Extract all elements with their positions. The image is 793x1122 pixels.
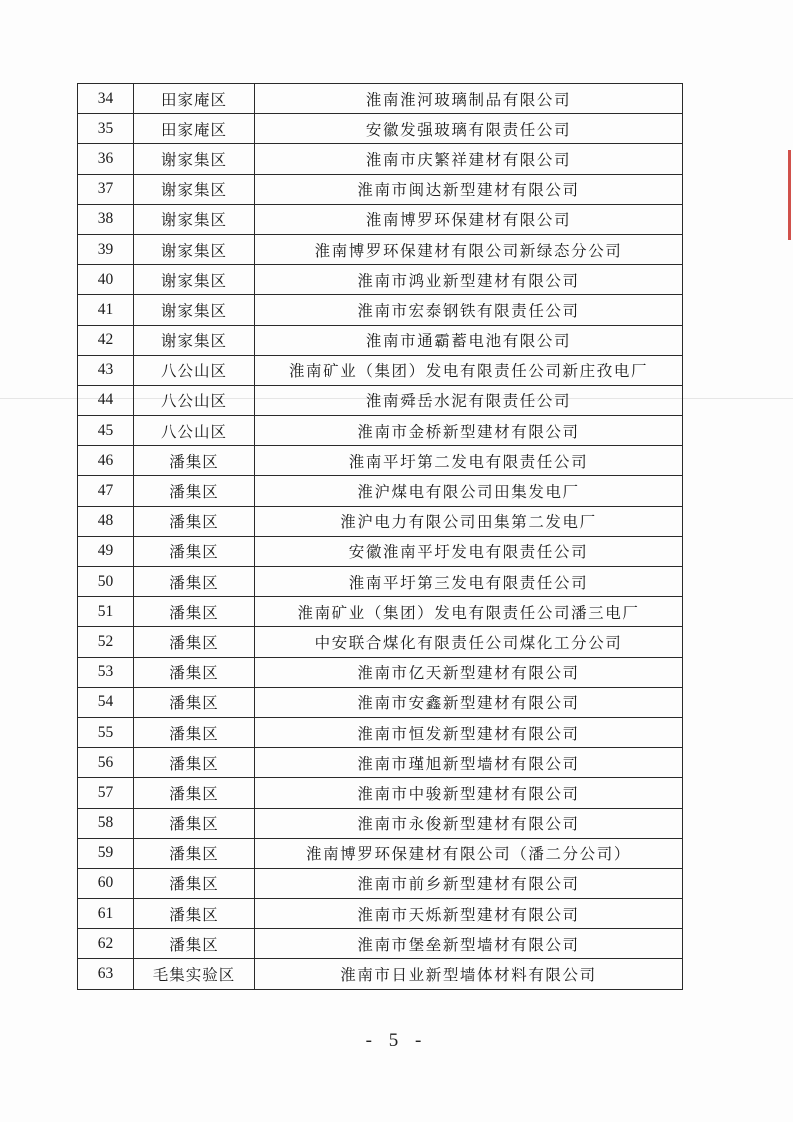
company-name-cell: 淮南博罗环保建材有限公司（潘二分公司） (255, 838, 683, 868)
row-number-cell: 60 (78, 868, 134, 898)
table-row (78, 84, 683, 114)
company-name-cell: 淮南淮河玻璃制品有限公司 (255, 84, 683, 114)
row-number-cell: 63 (78, 959, 134, 989)
table-row (78, 234, 683, 264)
table-row (78, 416, 683, 446)
company-name-cell: 淮南市通霸蓄电池有限公司 (255, 325, 683, 355)
table-row (78, 929, 683, 959)
district-cell: 潘集区 (134, 567, 255, 597)
company-name-cell: 淮南市宏泰钢铁有限责任公司 (255, 295, 683, 325)
district-cell: 潘集区 (134, 627, 255, 657)
table-row (78, 476, 683, 506)
table-row (78, 838, 683, 868)
district-cell: 潘集区 (134, 687, 255, 717)
district-cell: 潘集区 (134, 717, 255, 747)
district-cell: 潘集区 (134, 476, 255, 506)
table-row (78, 717, 683, 747)
row-number-cell: 52 (78, 627, 134, 657)
district-cell: 潘集区 (134, 536, 255, 566)
table-row (78, 355, 683, 385)
company-name-cell: 淮南市中骏新型建材有限公司 (255, 778, 683, 808)
district-cell: 田家庵区 (134, 114, 255, 144)
row-number-cell: 56 (78, 748, 134, 778)
row-number-cell: 45 (78, 416, 134, 446)
table-row (78, 899, 683, 929)
district-cell: 谢家集区 (134, 325, 255, 355)
district-cell: 潘集区 (134, 838, 255, 868)
table-row (78, 204, 683, 234)
row-number-cell: 49 (78, 536, 134, 566)
company-name-cell: 淮南平圩第二发电有限责任公司 (255, 446, 683, 476)
company-name-cell: 淮南平圩第三发电有限责任公司 (255, 567, 683, 597)
row-number-cell: 36 (78, 144, 134, 174)
company-name-cell: 淮南市天烁新型建材有限公司 (255, 899, 683, 929)
company-name-cell: 安徽淮南平圩发电有限责任公司 (255, 536, 683, 566)
company-name-cell: 淮南市安鑫新型建材有限公司 (255, 687, 683, 717)
district-cell: 潘集区 (134, 929, 255, 959)
company-name-cell: 中安联合煤化有限责任公司煤化工分公司 (255, 627, 683, 657)
table-row (78, 536, 683, 566)
company-name-cell: 淮南市闽达新型建材有限公司 (255, 174, 683, 204)
row-number-cell: 37 (78, 174, 134, 204)
district-cell: 潘集区 (134, 868, 255, 898)
table-body (78, 84, 683, 990)
enterprise-list-table (77, 83, 683, 990)
row-number-cell: 48 (78, 506, 134, 536)
district-cell: 毛集实验区 (134, 959, 255, 989)
row-number-cell: 55 (78, 717, 134, 747)
district-cell: 田家庵区 (134, 84, 255, 114)
table-row (78, 657, 683, 687)
row-number-cell: 57 (78, 778, 134, 808)
row-number-cell: 35 (78, 114, 134, 144)
table-row (78, 114, 683, 144)
company-name-cell: 淮沪煤电有限公司田集发电厂 (255, 476, 683, 506)
company-name-cell: 淮南市庆繁祥建材有限公司 (255, 144, 683, 174)
table-row (78, 597, 683, 627)
row-number-cell: 40 (78, 265, 134, 295)
district-cell: 潘集区 (134, 808, 255, 838)
row-number-cell: 39 (78, 234, 134, 264)
district-cell: 谢家集区 (134, 204, 255, 234)
table-row (78, 959, 683, 989)
district-cell: 八公山区 (134, 385, 255, 415)
district-cell: 谢家集区 (134, 144, 255, 174)
table-row (78, 506, 683, 536)
district-cell: 潘集区 (134, 597, 255, 627)
table-row (78, 567, 683, 597)
district-cell: 八公山区 (134, 355, 255, 385)
row-number-cell: 50 (78, 567, 134, 597)
district-cell: 潘集区 (134, 506, 255, 536)
company-name-cell: 淮南市瑾旭新型墙材有限公司 (255, 748, 683, 778)
company-name-cell: 淮南舜岳水泥有限责任公司 (255, 385, 683, 415)
table-row (78, 627, 683, 657)
company-name-cell: 淮南市堡垒新型墙材有限公司 (255, 929, 683, 959)
table-row (78, 868, 683, 898)
row-number-cell: 44 (78, 385, 134, 415)
table-row (78, 144, 683, 174)
table-row (78, 778, 683, 808)
table-row (78, 385, 683, 415)
district-cell: 潘集区 (134, 778, 255, 808)
row-number-cell: 51 (78, 597, 134, 627)
row-number-cell: 54 (78, 687, 134, 717)
district-cell: 谢家集区 (134, 265, 255, 295)
company-name-cell: 淮南市鸿业新型建材有限公司 (255, 265, 683, 295)
red-edge-mark (788, 150, 791, 240)
row-number-cell: 46 (78, 446, 134, 476)
table-row (78, 174, 683, 204)
company-name-cell: 淮南博罗环保建材有限公司 (255, 204, 683, 234)
row-number-cell: 38 (78, 204, 134, 234)
table-row (78, 687, 683, 717)
row-number-cell: 41 (78, 295, 134, 325)
row-number-cell: 62 (78, 929, 134, 959)
table-row (78, 265, 683, 295)
table-row (78, 295, 683, 325)
company-name-cell: 淮沪电力有限公司田集第二发电厂 (255, 506, 683, 536)
company-name-cell: 淮南市日业新型墙体材料有限公司 (255, 959, 683, 989)
row-number-cell: 59 (78, 838, 134, 868)
row-number-cell: 47 (78, 476, 134, 506)
company-name-cell: 淮南市前乡新型建材有限公司 (255, 868, 683, 898)
table-row (78, 808, 683, 838)
row-number-cell: 61 (78, 899, 134, 929)
district-cell: 谢家集区 (134, 234, 255, 264)
company-name-cell: 淮南市永俊新型建材有限公司 (255, 808, 683, 838)
table-row (78, 748, 683, 778)
district-cell: 谢家集区 (134, 174, 255, 204)
company-name-cell: 淮南市金桥新型建材有限公司 (255, 416, 683, 446)
company-name-cell: 淮南市恒发新型建材有限公司 (255, 717, 683, 747)
district-cell: 八公山区 (134, 416, 255, 446)
district-cell: 潘集区 (134, 748, 255, 778)
row-number-cell: 42 (78, 325, 134, 355)
company-name-cell: 淮南矿业（集团）发电有限责任公司潘三电厂 (255, 597, 683, 627)
district-cell: 潘集区 (134, 657, 255, 687)
district-cell: 谢家集区 (134, 295, 255, 325)
row-number-cell: 53 (78, 657, 134, 687)
company-name-cell: 安徽发强玻璃有限责任公司 (255, 114, 683, 144)
company-name-cell: 淮南博罗环保建材有限公司新绿态分公司 (255, 234, 683, 264)
page-number: - 5 - (365, 1030, 428, 1051)
table-row (78, 325, 683, 355)
row-number-cell: 43 (78, 355, 134, 385)
row-number-cell: 58 (78, 808, 134, 838)
table-row (78, 446, 683, 476)
district-cell: 潘集区 (134, 899, 255, 929)
company-name-cell: 淮南矿业（集团）发电有限责任公司新庄孜电厂 (255, 355, 683, 385)
row-number-cell: 34 (78, 84, 134, 114)
district-cell: 潘集区 (134, 446, 255, 476)
company-name-cell: 淮南市亿天新型建材有限公司 (255, 657, 683, 687)
